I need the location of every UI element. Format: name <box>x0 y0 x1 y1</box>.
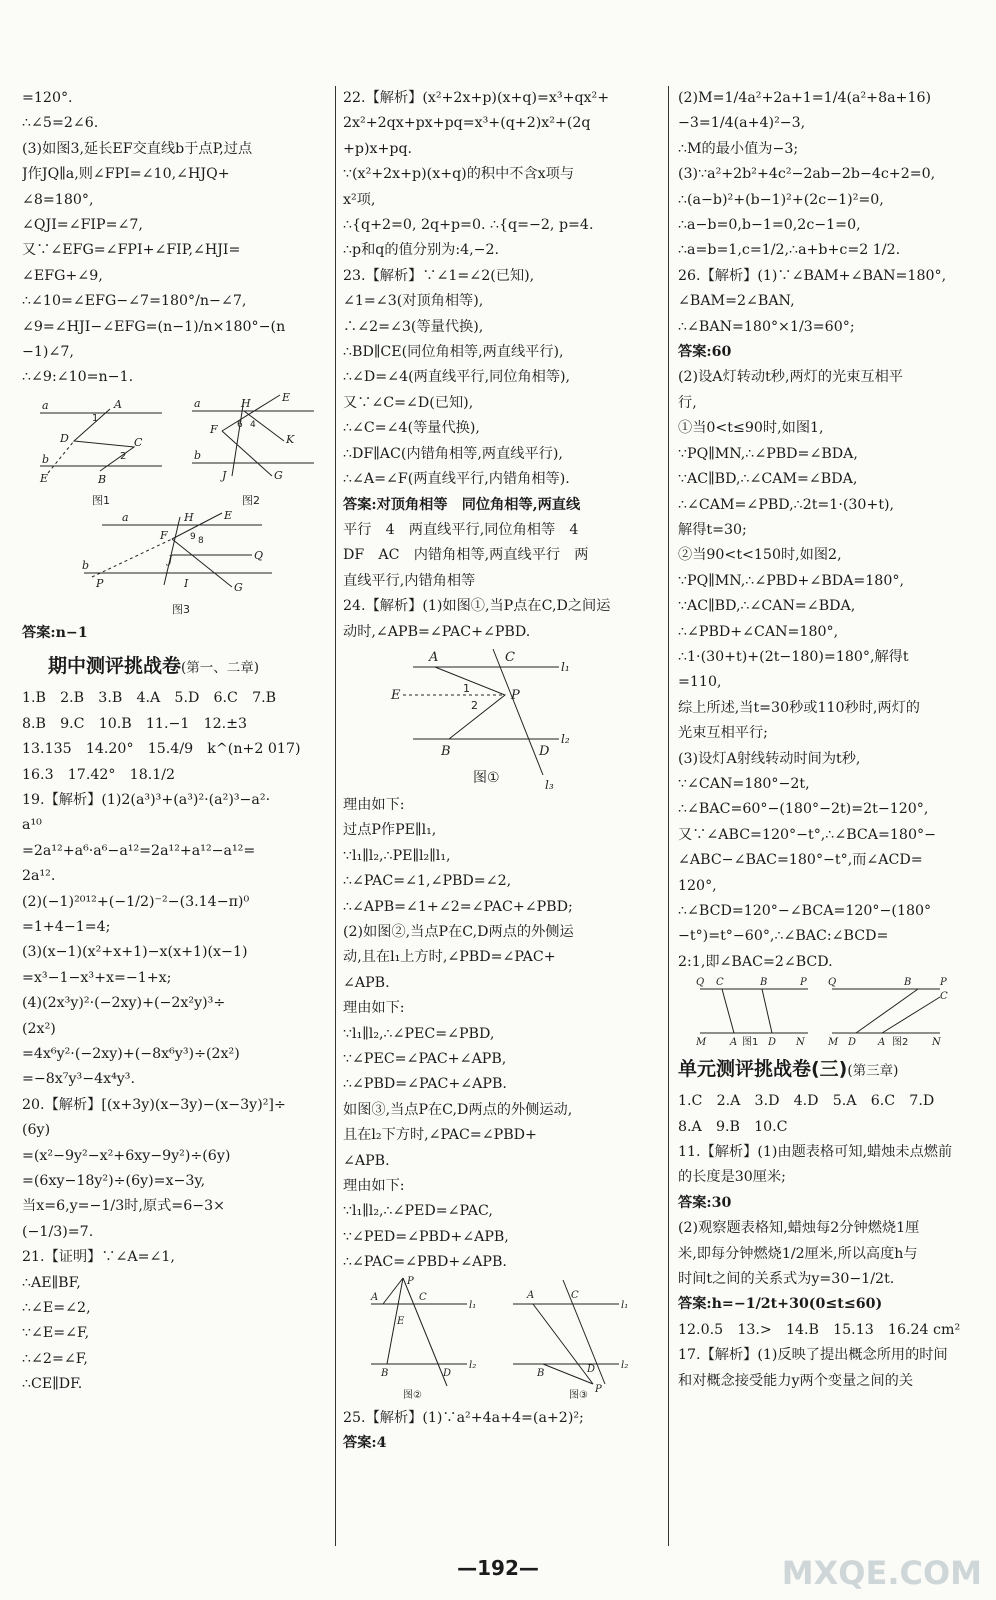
text-line: ∴(a−b)²+(b−1)²+(2c−1)²=0, <box>678 191 884 208</box>
col1-answers <box>22 686 330 1397</box>
text-line: 20.【解析】[(x+3y)(x−3y)−(x−3y)²]÷ <box>22 1096 286 1113</box>
figure-2 <box>192 391 314 507</box>
fig-a-caption: 图① <box>473 769 500 786</box>
text-line: 2a¹². <box>22 868 56 885</box>
text-line: (4)(2x³y)²·(−2xy)+(−2x²y)³÷ <box>22 995 226 1012</box>
text-line: (−1/3)=7. <box>22 1223 94 1240</box>
fig-d2-caption: 图2 <box>892 1037 909 1049</box>
text-line: 又∵∠C=∠D(已知), <box>343 394 474 411</box>
text-line: (3)如图3,延长EF交直线b于点P,过点 <box>22 140 253 157</box>
text-line: ∵∠E=∠F, <box>22 1325 90 1342</box>
text-line: 21.【证明】∵∠A=∠1, <box>22 1249 175 1266</box>
text-line: ∴a−b=0,b−1=0,2c−1=0, <box>678 217 861 234</box>
col1-top-lines <box>22 86 330 391</box>
svg-text:D: D <box>587 1363 596 1375</box>
svg-text:l₁: l₁ <box>469 1299 477 1311</box>
svg-text:l₂: l₂ <box>561 731 570 746</box>
text-line: 动时,∠APB=∠PAC+∠PBD. <box>343 623 531 640</box>
fig3-caption: 图3 <box>172 602 190 616</box>
svg-text:D: D <box>539 743 550 759</box>
svg-text:b: b <box>82 558 90 572</box>
text-line: (3)(x−1)(x²+x+1)−x(x+1)(x−1) <box>22 944 248 961</box>
svg-text:N: N <box>932 1037 941 1049</box>
figure-b <box>370 1276 476 1401</box>
fill-answers-line: 12.0.5 13.> 14.B 15.13 16.24 cm² <box>678 1321 961 1338</box>
text-line: (3)∵a²+2b²+4c²−2ab−2b−4c+2=0, <box>678 166 936 183</box>
text-line: ∴{q+2=0, 2q+p=0. ∴{q=−2, p=4. <box>343 217 594 234</box>
text-line: 光束互相平行; <box>678 725 768 742</box>
svg-text:9: 9 <box>190 531 196 542</box>
text-line: ∵l₁∥l₂,∴∠PEC=∠PBD, <box>343 1025 495 1042</box>
svg-text:J: J <box>168 552 173 566</box>
text-line: ∠BAM=2∠BAN, <box>678 293 795 310</box>
text-line: ∴∠2=∠F, <box>22 1350 88 1367</box>
svg-text:D: D <box>443 1367 452 1379</box>
text-line: 的长度是30厘米; <box>678 1169 786 1186</box>
svg-text:C: C <box>134 435 143 449</box>
text-line: =2a¹²+a⁶·a⁶−a¹²=2a¹²+a¹²−a¹²= <box>22 842 256 859</box>
text-line: =(x²−9y²−x²+6xy−9y²)÷(6y) <box>22 1147 231 1164</box>
column-1 <box>22 86 330 1398</box>
text-line: (2)(−1)²⁰¹²+(−1/2)⁻²−(3.14−π)⁰ <box>22 893 250 910</box>
fig2-caption: 图2 <box>242 493 260 507</box>
text-line: ∴∠PBD+∠CAN=180°, <box>678 623 839 640</box>
svg-text:A: A <box>114 397 122 411</box>
text-line: ∴∠2=∠3(等量代换), <box>343 318 484 335</box>
svg-text:1: 1 <box>463 681 470 695</box>
svg-text:F: F <box>160 528 168 542</box>
text-line: ∴∠PAC=∠1,∠PBD=∠2, <box>343 873 512 890</box>
svg-text:A: A <box>429 649 439 665</box>
svg-text:B: B <box>441 743 451 759</box>
text-line: ∴∠5=2∠6. <box>22 115 99 132</box>
text-line: ∴p和q的值分别为:4,−2. <box>343 242 500 259</box>
text-line: =(6xy−18y²)÷(6y)=x−3y, <box>22 1173 206 1189</box>
text-line: 13.135 14.20° 15.4/9 k^(n+2 017) <box>22 741 301 758</box>
svg-text:l₂: l₂ <box>621 1359 629 1371</box>
text-line: 答案:h=−1/2t+30(0≤t≤60) <box>678 1296 883 1313</box>
figures-1-2 <box>22 391 322 511</box>
text-line: ∴1·(30+t)+(2t−180)=180°,解得t <box>678 648 909 665</box>
text-line: ∴∠E=∠2, <box>22 1300 91 1317</box>
text-line: ∵∠PEC=∠PAC+∠APB, <box>343 1051 507 1067</box>
text-line: ∴CE∥DF. <box>22 1376 83 1393</box>
text-line: (2)设A灯转动t秒,两灯的光束互相平 <box>678 369 903 386</box>
text-line: −1)∠7, <box>22 344 74 361</box>
text-line: ∵l₁∥l₂,∴∠PED=∠PAC, <box>343 1203 493 1220</box>
svg-text:l₂: l₂ <box>469 1359 477 1371</box>
text-line: ∠1=∠3(对顶角相等), <box>343 293 484 310</box>
text-line: ∠9=∠HJI−∠EFG=(n−1)/n×180°−(n <box>22 318 286 335</box>
svg-text:2: 2 <box>120 450 127 462</box>
text-line: ∴∠10=∠EFG−∠7=180°/n−∠7, <box>22 293 247 310</box>
text-line: 答案:4 <box>343 1435 387 1452</box>
text-line: ①当0<t≤90时,如图1, <box>678 420 824 437</box>
text-line: ∵PQ∥MN,∴∠PBD+∠BDA=180°, <box>678 572 904 589</box>
text-line: ∵∠CAN=180°−2t, <box>678 775 810 792</box>
text-line: 8.A 9.B 10.C <box>678 1118 788 1135</box>
text-line: =4x⁶y²·(−2xy)+(−8x⁶y³)÷(2x²) <box>22 1045 240 1062</box>
text-line: 直线平行,内错角相等 <box>343 572 476 589</box>
text-line: ∴DF∥AC(内错角相等,两直线平行), <box>343 445 563 462</box>
text-line: (2)观察题表格知,蜡烛每2分钟燃烧1厘 <box>678 1220 920 1237</box>
svg-text:a: a <box>194 396 201 410</box>
text-line: ∠ABC−∠BAC=180°−t°,而∠ACD= <box>678 852 923 869</box>
unit3-title-sub: (第三章) <box>847 1063 899 1080</box>
midterm-section-title <box>48 649 330 685</box>
svg-text:E: E <box>40 471 49 485</box>
svg-text:A: A <box>371 1291 379 1303</box>
text-line: 且在l₂下方时,∠PAC=∠PBD+ <box>343 1127 537 1144</box>
svg-text:H: H <box>241 396 251 410</box>
text-line: 综上所述,当t=30秒或110秒时,两灯的 <box>678 699 920 716</box>
svg-text:Q: Q <box>828 977 837 989</box>
col2-q22-q24 <box>343 86 661 645</box>
col3-q25-q26 <box>678 86 978 975</box>
text-line: ∴AE∥BF, <box>22 1274 81 1291</box>
svg-text:a: a <box>42 398 49 412</box>
fig-d1-caption: 图1 <box>742 1037 759 1049</box>
text-line: ∴∠CAM=∠PBD,∴2t=1·(30+t), <box>678 496 895 513</box>
text-line: ∴∠9:∠10=n−1. <box>22 369 134 386</box>
watermark: MXQE.COM <box>781 1554 982 1592</box>
fig-b-caption: 图② <box>403 1389 422 1401</box>
unit3-section-title <box>678 1052 978 1088</box>
col3-answers <box>678 1089 978 1394</box>
midterm-title-text: 期中测评挑战卷 <box>48 655 182 678</box>
svg-text:P: P <box>800 977 807 989</box>
text-line: 理由如下: <box>343 1000 405 1017</box>
svg-text:C: C <box>716 977 724 989</box>
text-line: 米,即每分钟燃烧1/2厘米,所以高度h与 <box>678 1245 918 1262</box>
text-line: ∴∠D=∠4(两直线平行,同位角相等), <box>343 369 571 386</box>
text-line: =x³−1−x³+x=−1+x; <box>22 969 172 986</box>
text-line: =−8x⁷y³−4x⁴y³. <box>22 1071 136 1088</box>
text-line: 行, <box>678 394 697 411</box>
text-line: 1.B 2.B 3.B 4.A 5.D 6.C 7.B <box>22 690 277 707</box>
svg-text:D: D <box>60 431 69 445</box>
figures-b-c <box>343 1276 661 1406</box>
text-line: =1+4−1=4; <box>22 918 111 935</box>
text-line: 8.B 9.C 10.B 11.−1 12.±3 <box>22 715 248 732</box>
figure-d1 <box>695 977 808 1048</box>
svg-text:P: P <box>940 977 947 989</box>
text-line: ∠APB. <box>343 974 390 991</box>
column-divider-left <box>335 86 336 1546</box>
figure-d2 <box>827 977 948 1048</box>
svg-text:2: 2 <box>471 698 478 712</box>
text-line: 动,且在l₁上方时,∠PBD=∠PAC+ <box>343 949 556 966</box>
svg-text:A: A <box>878 1037 886 1049</box>
text-line: +p)x+pq. <box>343 140 413 157</box>
text-line: (6y) <box>22 1122 51 1139</box>
text-line: 过点P作PE∥l₁, <box>343 822 437 839</box>
svg-text:K: K <box>286 432 295 446</box>
text-line: 25.【解析】(1)∵a²+4a+4=(a+2)²; <box>343 1409 584 1426</box>
text-line: ∴∠PBD=∠PAC+∠APB. <box>343 1076 507 1093</box>
text-line: x²项, <box>343 191 376 208</box>
svg-text:M: M <box>828 1037 839 1049</box>
text-line: 和对概念接受能力y两个变量之间的关 <box>678 1372 914 1389</box>
text-line: ∴∠BCD=120°−∠BCA=120°−(180° <box>678 903 932 919</box>
text-line: 22.【解析】(x²+2x+p)(x+q)=x³+qx²+ <box>343 90 610 106</box>
svg-text:1: 1 <box>92 412 99 424</box>
svg-text:Q: Q <box>696 977 705 989</box>
text-line: ∴∠APB=∠1+∠2=∠PAC+∠PBD; <box>343 898 573 915</box>
svg-text:F: F <box>210 422 218 436</box>
svg-text:B: B <box>537 1367 545 1379</box>
text-line: 24.【解析】(1)如图①,当P点在C,D之间运 <box>343 598 611 615</box>
text-line: ∵l₁∥l₂,∴PE∥l₂∥l₁, <box>343 847 451 864</box>
text-line: 如图③,当点P在C,D两点的外侧运动, <box>343 1101 573 1118</box>
svg-text:C: C <box>571 1289 579 1301</box>
text-line: =120°. <box>22 90 73 106</box>
text-line: 26.【解析】(1)∵∠BAM+∠BAN=180°, <box>678 267 947 284</box>
text-line: (3)设灯A射线转动时间为t秒, <box>678 750 861 767</box>
svg-text:P: P <box>96 576 104 590</box>
text-line: ∠EFG+∠9, <box>22 267 103 284</box>
page-number: —192— <box>457 1556 539 1580</box>
text-line: 答案:对顶角相等 同位角相等,两直线 <box>343 496 581 513</box>
text-line: 答案:60 <box>678 344 732 361</box>
svg-text:b: b <box>194 448 202 462</box>
svg-text:D: D <box>768 1037 777 1049</box>
col2-q25 <box>343 1406 661 1457</box>
text-line: ∴∠BAC=60°−(180°−2t)=2t−120°, <box>678 801 929 818</box>
svg-text:B: B <box>98 472 107 486</box>
svg-text:B: B <box>381 1367 389 1379</box>
text-line: ∴∠BAN=180°×1/3=60°; <box>678 318 855 335</box>
svg-text:I: I <box>184 576 189 590</box>
svg-text:A: A <box>730 1037 738 1049</box>
text-line: ∴∠C=∠4(等量代换), <box>343 420 480 437</box>
text-line: 理由如下: <box>343 796 405 813</box>
text-line: 16.3 17.42° 18.1/2 <box>22 766 176 783</box>
svg-text:B: B <box>904 977 912 989</box>
text-line: (2)如图②,当点P在C,D两点的外侧运 <box>343 923 574 940</box>
text-line: ∵∠PED=∠PBD+∠APB, <box>343 1228 509 1245</box>
svg-text:E: E <box>391 687 401 703</box>
text-line: ∠APB. <box>343 1152 390 1169</box>
svg-text:a: a <box>122 510 129 524</box>
text-line: ∵AC∥BD,∴∠CAN=∠BDA, <box>678 598 856 615</box>
svg-text:A: A <box>527 1289 535 1301</box>
svg-text:M: M <box>696 1037 707 1049</box>
text-line: ∴M的最小值为−3; <box>678 140 799 157</box>
text-line: 平行 4 两直线平行,同位角相等 4 <box>343 521 579 538</box>
svg-text:C: C <box>940 991 948 1003</box>
figure-a <box>343 645 661 793</box>
figure-c <box>513 1280 628 1401</box>
svg-text:B: B <box>760 977 768 989</box>
svg-text:8: 8 <box>198 535 204 546</box>
text-line: ∴∠A=∠F(两直线平行,内错角相等). <box>343 471 570 488</box>
unit3-title-text: 单元测评挑战卷(三) <box>678 1058 848 1081</box>
col2-q24-body <box>343 793 661 1276</box>
text-line: 120°, <box>678 877 717 894</box>
text-line: 23.【解析】∵∠1=∠2(已知), <box>343 267 535 284</box>
col1-answer: 答案:n−1 <box>22 624 88 641</box>
fig-c-caption: 图③ <box>569 1389 588 1401</box>
text-line: 理由如下: <box>343 1178 405 1195</box>
column-divider-right <box>668 86 669 1546</box>
figure-1 <box>39 398 162 507</box>
column-3 <box>678 86 978 1394</box>
svg-text:J: J <box>222 468 227 482</box>
svg-text:H: H <box>184 510 194 524</box>
text-line: ∵(x²+2x+p)(x+q)的积中不含x项与 <box>343 166 575 183</box>
text-line: 19.【解析】(1)2(a³)³+(a³)²·(a²)³−a²· <box>22 791 271 808</box>
text-line: 11.【解析】(1)由题表格可知,蜡烛未点燃前 <box>678 1144 953 1161</box>
text-line: ∴∠PAC=∠PBD+∠APB. <box>343 1254 507 1271</box>
svg-text:N: N <box>796 1037 805 1049</box>
text-line: 时间t之间的关系式为y=30−1/2t. <box>678 1271 895 1288</box>
text-line: 解得t=30; <box>678 521 747 538</box>
text-line: ∴a=b=1,c=1/2,∴a+b+c=2 1/2. <box>678 242 901 259</box>
text-line: DF AC 内错角相等,两直线平行 两 <box>343 547 589 564</box>
text-line: −t°)=t°−60°,∴∠BAC:∠BCD= <box>678 928 889 945</box>
column-2 <box>343 86 661 1456</box>
svg-text:C: C <box>505 649 515 665</box>
text-line: ∵AC∥BD,∴∠CAM=∠BDA, <box>678 471 858 488</box>
svg-text:E: E <box>282 390 291 404</box>
svg-text:l₁: l₁ <box>561 659 570 674</box>
text-line: ∠8=180°, <box>22 191 94 208</box>
text-line: 答案:30 <box>678 1194 732 1211</box>
svg-text:l₁: l₁ <box>621 1299 629 1311</box>
midterm-title-sub: (第一、二章) <box>181 660 260 677</box>
text-line: 2:1,即∠BAC=2∠BCD. <box>678 953 833 970</box>
text-line: 当x=6,y=−1/3时,原式=6−3× <box>22 1198 226 1215</box>
figure-3 <box>22 511 322 621</box>
text-line: 17.【解析】(1)反映了提出概念所用的时间 <box>678 1347 948 1364</box>
text-line: 又∵∠ABC=120°−t°,∴∠BCA=180°− <box>678 826 936 843</box>
text-line: a¹⁰ <box>22 817 42 834</box>
text-line: 1.C 2.A 3.D 4.D 5.A 6.C 7.D <box>678 1093 935 1110</box>
svg-text:C: C <box>419 1291 427 1303</box>
svg-text:G: G <box>274 468 283 482</box>
text-line: 又∵∠EFG=∠FPI+∠FIP,∠HJI= <box>22 242 241 259</box>
svg-text:b: b <box>42 452 50 466</box>
svg-text:Q: Q <box>254 548 264 562</box>
text-line: 2x²+2qx+px+pq=x³+(q+2)x²+(2q <box>343 115 591 132</box>
fig1-caption: 图1 <box>92 493 110 507</box>
svg-text:E: E <box>397 1315 405 1327</box>
svg-text:4: 4 <box>250 419 256 430</box>
text-line: ②当90<t<150时,如图2, <box>678 547 842 564</box>
svg-text:6: 6 <box>237 419 243 430</box>
svg-text:P: P <box>511 687 520 703</box>
text-line: ∵PQ∥MN,∴∠PBD=∠BDA, <box>678 445 858 462</box>
svg-text:P: P <box>407 1275 414 1287</box>
text-line: ∴BD∥CE(同位角相等,两直线平行), <box>343 344 564 361</box>
text-line: −3=1/4(a+4)²−3, <box>678 115 806 132</box>
svg-text:G: G <box>234 580 243 594</box>
svg-text:l₃: l₃ <box>545 777 554 792</box>
text-line: ∠QJI=∠FIP=∠7, <box>22 217 143 234</box>
text-line: =110, <box>678 674 722 691</box>
svg-text:D: D <box>848 1037 857 1049</box>
text-line: (2)M=1/4a²+2a+1=1/4(a²+8a+16) <box>678 90 932 106</box>
text-line: J作JQ∥a,则∠FPI=∠10,∠HJQ+ <box>22 166 230 183</box>
svg-text:P: P <box>595 1383 602 1395</box>
svg-text:E: E <box>224 510 233 522</box>
figures-d <box>678 975 978 1049</box>
text-line: (2x²) <box>22 1020 56 1037</box>
